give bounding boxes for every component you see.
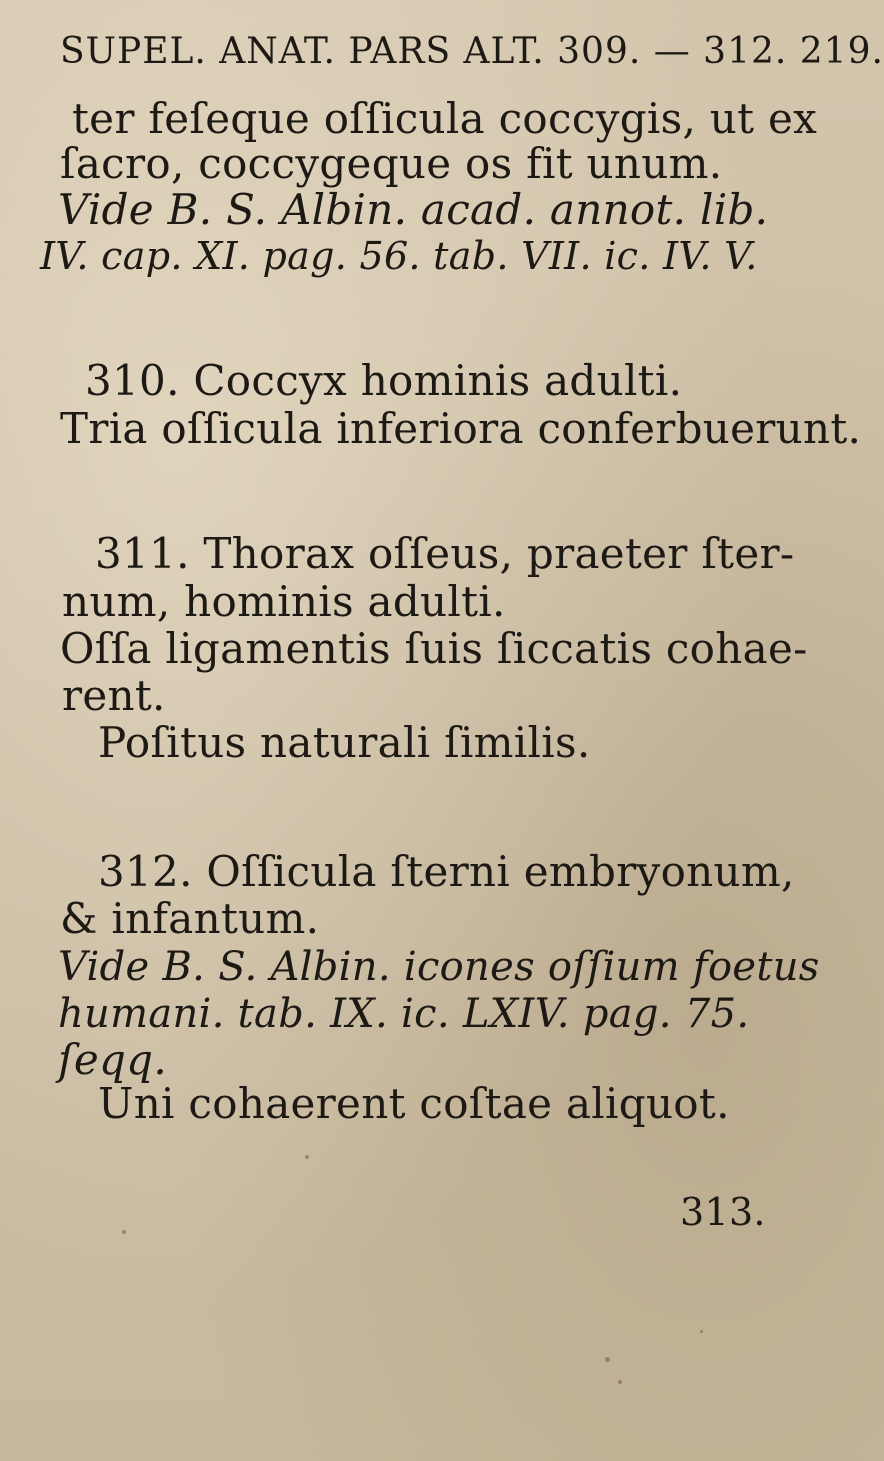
text-line: ter feſeque oſſicula coccygis, ut ex (72, 94, 818, 143)
text-line: Oſſa ligamentis ſuis ſiccatis cohae- (60, 624, 808, 673)
text-line: ſeqq. (58, 1035, 168, 1084)
section-heading-310: 310. Coccyx hominis adulti. (85, 356, 683, 405)
catchword: 313. (680, 1190, 766, 1234)
text-line: Vide B. S. Albin. acad. annot. lib. (58, 185, 769, 234)
paper-spot (618, 1380, 622, 1384)
text-line: num, hominis adulti. (62, 577, 506, 626)
text-line: Poſitus naturali ſimilis. (98, 718, 591, 767)
paper-spot (605, 1357, 610, 1362)
text-line: Vide B. S. Albin. icones oſſium foetus (58, 944, 820, 990)
text-line: ſacro, coccygeque os fit unum. (60, 139, 723, 188)
text-line: Uni cohaerent coſtae aliquot. (98, 1079, 730, 1128)
paper-spot (700, 1330, 703, 1333)
text-line: humani. tab. IX. ic. LXIV. pag. 75. (58, 991, 750, 1037)
paper-spot (122, 1230, 126, 1234)
text-line: IV. cap. XI. pag. 56. tab. VII. ic. IV. V. (40, 234, 758, 278)
text-line: & infantum. (60, 894, 320, 943)
paper-spot (305, 1155, 309, 1159)
running-head: SUPEL. ANAT. PARS ALT. 309. — 312. 219. (60, 31, 884, 72)
section-heading-312: 312. Oſſicula ſterni embryonum, (98, 847, 795, 896)
section-heading-311: 311. Thorax oſſeus, praeter ſter- (95, 529, 795, 578)
text-line: Tria oſſicula inferiora conferbuerunt. (60, 404, 862, 453)
text-line: rent. (62, 671, 166, 720)
